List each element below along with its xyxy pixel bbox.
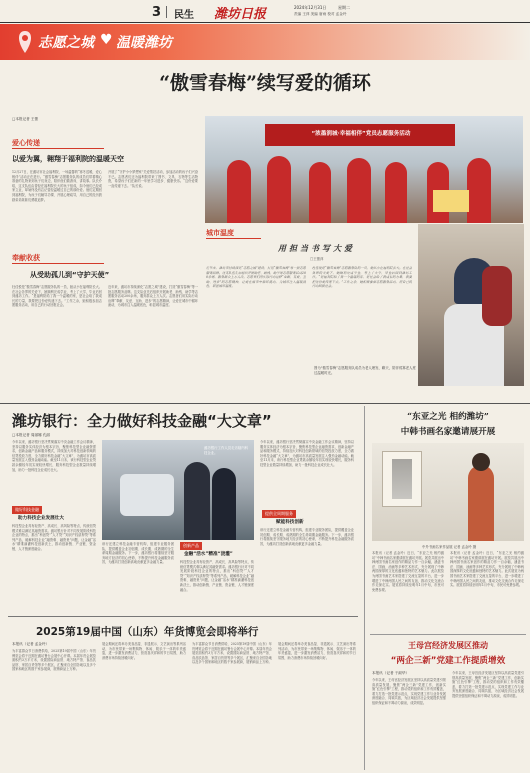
calligraphy-body-2: 本报讯（记者 孟金玲）近日，“东亚之光 相约潍坊”中韩书画名家邀请展在潍坊开展。展览共展出中韩两国书画名家创作的精品力作一百余幅，涵盖书法、国画、油画等多种艺术形式，充分展现了中韩两国深厚的文化底蕴和独特的艺术魅力。此次展览为两国书画艺术家搭建了交流互鉴的平台，进一步增进了中韩两国人民之间的友谊，推动文化交流合作走深走实。展览将持续至明年1月中旬，市民可免费参观。 — [450, 551, 524, 588]
body-text-5-feature: 近年来，潍坊市持续深化“志愿之城”建设，打造“傲雪春梅”等一批志愿服务品牌。这支队伍先后组织开展助老、助残、助学等志愿服务活动200余场，服务群众上万人次。志愿者们用实际行动诠释“奉献、友爱、互助、进步”的志愿精神，让爱在城市中循环流动，为城市注入温暖底色，彰显城市温度。 — [206, 266, 306, 289]
finance-photo-caption: 潍坊银行工作人员走访辖内科技企业。 — [204, 446, 249, 455]
party-headline-1: 王母宫经济发展区推动 — [408, 641, 488, 650]
finance-sub-3: 赋能科技创新 — [276, 520, 304, 525]
volunteers-photo — [205, 116, 523, 223]
expo-body-4: 展会期间还将举办美食品鉴、非遗展示、文艺演出等系列活动，为市民带来一场集购物、休闲、娱乐于一体的年货盛宴，进一步激发消费活力，营造喜庆祥和的节日氛围，助力消费市场持续回暖向好。 — [278, 642, 356, 660]
finance-body-6: 该行还建立科技金融专营机构，组建专业服务团队，提供覆盖企业初创期、成长期、成熟期的全生命周期金融服务。下一步，潍坊银行将继续坚守服务地方经济的初心使命，不断提升科技金融服务质效，为潍坊打造创新高地贡献更多金融力量。 — [260, 528, 354, 546]
finance-body-3: 该行还建立科技金融专营机构，组建专业服务团队，提供覆盖企业初创期、成长期、成熟期的全生命周期金融服务。下一步，潍坊银行将继续坚守服务地方经济的初心使命，不断提升科技金融服务质效，为潍坊打造创新高地贡献更多金融力量。 — [102, 542, 174, 565]
body-text-4: 近年来，潍坊市持续深化“志愿之城”建设，打造“傲雪春梅”等一批志愿服务品牌。这支队伍先后组织开展助老、助残、助学等志愿服务活动200余场，服务群众上万人次。志愿者们用实际行动诠释“奉献、友爱、互助、进步”的志愿精神，让爱在城市中循环流动，为城市注入温暖底色，彰显城市温度。 — [108, 285, 198, 308]
party-headline-2: “两企三新”党建工作提质增效 — [390, 656, 506, 666]
finance-tag-1: 做好科技金融 — [12, 506, 42, 514]
party-byline: 本报讯（记者 于淑华） — [372, 671, 410, 675]
finance-body-1: 今年以来，潍坊银行坚决贯彻落实中央金融工作会议精神，坚持以服务实体经济为根本宗旨，聚焦科技型企业融资需求，创新金融产品和服务模式，持续加大对科技创新领域的信贷投放力度，全力做好科技金融“大文章”，为潍坊市高质量发展注入强劲金融动能。截至11月末，该行科技型企业贷款余额较年初实现较快增长，服务科技型企业数量持续增加，助力一批科技企业成长壮大。 — [12, 440, 96, 472]
page-number: 3 — [152, 5, 162, 20]
feature-headline: “傲雪春梅”续写爱的循环 — [159, 72, 371, 94]
feature-byline: □本报记者 王蕾 — [12, 117, 39, 121]
calligraphy-photo — [372, 443, 524, 541]
section-name: 民生 — [174, 10, 194, 21]
banner-left-text: 志愿之城 — [38, 35, 94, 51]
body-text-3: 杜佳悦是“傲雪春梅”志愿服务队的一员，她从小在福利院长大。在社会各界的关爱下，她顺利完成学业，考上了大学，毕业后回到潍坊工作。“是福利院给了我一个温暖的家，是社会给了我成长的力量，我要把这份爱传递下去。”工作之余，她积极参加志愿服务活动，用自己的行动回报社会。 — [12, 285, 102, 308]
topic-banner — [0, 24, 530, 60]
body-text-6-feature: 杜佳悦是“傲雪春梅”志愿服务队的一员，她从小在福利院长大。在社会各界的关爱下，她顺利完成学业，考上了大学，毕业后回到潍坊工作。“是福利院给了我一个温暖的家，是社会给了我成长的力量，我要把这份爱传递下去。”工作之余，她积极参加志愿服务活动，用自己的行动回报社会。 — [312, 266, 412, 289]
body-text-1: 12月27日，在潍坊市社会福利院，一场温馨的“寒冬送暖，爱心相伴”活动正在进行。“傲雪春梅”志愿服务队的成员们带着精心准备的礼物来到孩子们身边，陪伴他们做游戏、讲故事。队长介绍，这支队伍由曾经在福利院长大的孩子组成，如今他们已经成家立业，却始终没有忘记曾经温暖过自己的那份爱。他们定期回到福利院，为孩子们辅导功课、开展心理疏导，用自己的经历鼓励弟弟妹妹们勇敢追梦。 — [12, 170, 102, 202]
expo-body-3: 为丰富群众节日消费供给，2025第19届中国（山东）年货博览会将于近期在潍坊鲁台会展中心开幕。本届年货会展览面积约3万平方米，设置国际商品馆、地方特产馆、食品饮品馆、家居百货馆等多个展区，汇聚来自全国各地以及多个国家和地区的数千家参展商，展销商品上万种。 — [192, 642, 272, 665]
volunteer-logo-icon — [14, 28, 36, 56]
haircut-photo-caption: 图为“傲雪春梅”志愿服务队成员为老人理发、聊天，陪伴孤寡老人度过温暖时光。 — [314, 366, 416, 375]
paper-logo: 潍坊日报 — [214, 7, 267, 22]
calligraphy-headline-2: 中韩书画名家邀请展开展 — [400, 427, 496, 437]
finance-sub-1: 助力科技企业发展壮大 — [18, 516, 64, 521]
page-header — [0, 0, 530, 24]
expo-byline: 本报讯（记者 孟金玲） — [12, 642, 50, 646]
calligraphy-headline-1: “东亚之光 相约潍坊” — [407, 412, 489, 422]
finance-body-2: 科技型企业具有轻资产、高成长、高风险等特点，传统信贷模式难以满足其融资需求。潍坊银行针对不同发展阶段科技企业的特点，推出“科创贷”“人才贷”“知识产权质押贷”等系列产品，破解科技企业“融资难、融资贵”问题，让金融“活水”精准滴灌科技创新沃土，推动创新链、产业链、资金链、人才链深度融合。 — [12, 524, 96, 551]
body-text-2: 开展了“守护小小梦想家”关爱帮扶活动，参加活动的孩子们兴奋不已。志愿者们还为福利院带来了图书、文具、衣物等生活物资，希望孩子们在新的一年里学习进步、健康快乐。“这份爱要一直传递下去。”队长说。 — [108, 170, 198, 188]
expo-body-2: 展会期间还将举办美食品鉴、非遗展示、文艺演出等系列活动，为市民带来一场集购物、休闲、娱乐于一体的年货盛宴，进一步激发消费活力，营造喜庆祥和的节日氛围，助力消费市场持续回暖向好。 — [102, 642, 186, 660]
haircut-photo — [418, 224, 524, 386]
finance-tag-2: 创新产品 — [180, 542, 202, 550]
calligraphy-body-1: 本报讯（记者 孟金玲）近日，“东亚之光 相约潍坊”中韩书画名家邀请展在潍坊开展。展览共展出中韩两国书画名家创作的精品力作一百余幅，涵盖书法、国画、油画等多种艺术形式，充分展现了中韩两国深厚的文化底蕴和独特的艺术魅力。此次展览为两国书画艺术家搭建了交流互鉴的平台，进一步增进了中韩两国人民之间的友谊，推动文化交流合作走深走实。展览将持续至明年1月中旬，市民可免费参观。 — [372, 551, 444, 592]
finance-headline: 潍坊银行：全力做好科技金融“大文章” — [12, 412, 272, 430]
section-title-dedication: 从受助孤儿到“守护天使” — [30, 271, 110, 279]
section-title-city: 用担当书写大爱 — [278, 243, 355, 253]
expo-body-1: 为丰富群众节日消费供给，2025第19届中国（山东）年货博览会将于近期在潍坊鲁台会展中心开幕。本届年货会展览面积约3万平方米，设置国际商品馆、地方特产馆、食品饮品馆、家居百货馆等多个展区，汇聚来自全国各地以及多个国家和地区的数千家参展商，展销商品上万种。 — [12, 649, 96, 672]
section-byline-city: □王蕾萍 — [310, 257, 324, 261]
banner-right-text: 温暖潍坊 — [116, 35, 172, 51]
calligraphy-caption: 中外书画名家作品展 记者 孟金玲 摄 — [422, 545, 477, 549]
section-title-love: 以爱为翼，翱翔于福利院的温暖天空 — [12, 155, 124, 163]
party-body-2: 今年以来，王母宫经济发展区坚持以高质量党建引领高质量发展，聚焦“两企三新”党建工作，创新实施“红色引擎”工程，推动党的组织和工作有效覆盖，着力打造一批党建示范点，实现党建工作与业务发展深度融合、同频共振，为区域经济社会发展提供坚强组织保证和不竭动力源泉，成效明显。 — [452, 671, 524, 698]
section-tag-city: 城市温度 — [206, 229, 234, 237]
party-body-1: 今年以来，王母宫经济发展区坚持以高质量党建引领高质量发展，聚焦“两企三新”党建工作，创新实施“红色引擎”工程，推动党的组织和工作有效覆盖，着力打造一批党建示范点，实现党建工作与业务发展深度融合、同频共振，为区域经济社会发展提供坚强组织保证和不竭动力源泉，成效明显。 — [372, 678, 446, 705]
finance-body-5: 今年以来，潍坊银行坚决贯彻落实中央金融工作会议精神，坚持以服务实体经济为根本宗旨，聚焦科技型企业融资需求，创新金融产品和服务模式，持续加大对科技创新领域的信贷投放力度，全力做好科技金融“大文章”，为潍坊市高质量发展注入强劲金融动能。截至11月末，该行科技型企业贷款余额较年初实现较快增长，服务科技型企业数量持续增加，助力一批科技企业成长壮大。 — [260, 440, 354, 467]
heart-icon: ♥ — [100, 32, 113, 48]
finance-tag-3: 提供全周期服务 — [262, 510, 296, 518]
issue-date: 2024年12月31日 — [294, 5, 327, 10]
finance-body-4: 科技型企业具有轻资产、高成长、高风险等特点，传统信贷模式难以满足其融资需求。潍坊银行针对不同发展阶段科技企业的特点，推出“科创贷”“人才贷”“知识产权质押贷”等系列产品，破解科技企业“融资难、融资贵”问题，让金融“活水”精准滴灌科技创新沃土，推动创新链、产业链、资金链、人才链深度融合。 — [180, 560, 254, 592]
finance-sub-2: 金融“活水”精准“浇灌” — [184, 552, 233, 557]
expo-headline: 2025第19届中国（山东）年货博览会即将举行 — [36, 626, 259, 638]
issue-weekday: 星期二 — [338, 5, 350, 10]
editor-line: 责编 王萍 美编 唐雨 校对 孟金玲 — [294, 12, 347, 16]
finance-byline: □本报记者 周丽娜 孔丽 — [12, 433, 51, 437]
photo-banner-caption: “浓墨润城·幸福相伴”党员志愿服务活动 — [311, 131, 411, 137]
section-tag-dedication: 奉献收获 — [12, 254, 40, 262]
section-tag-love: 爱心传递 — [12, 139, 40, 147]
